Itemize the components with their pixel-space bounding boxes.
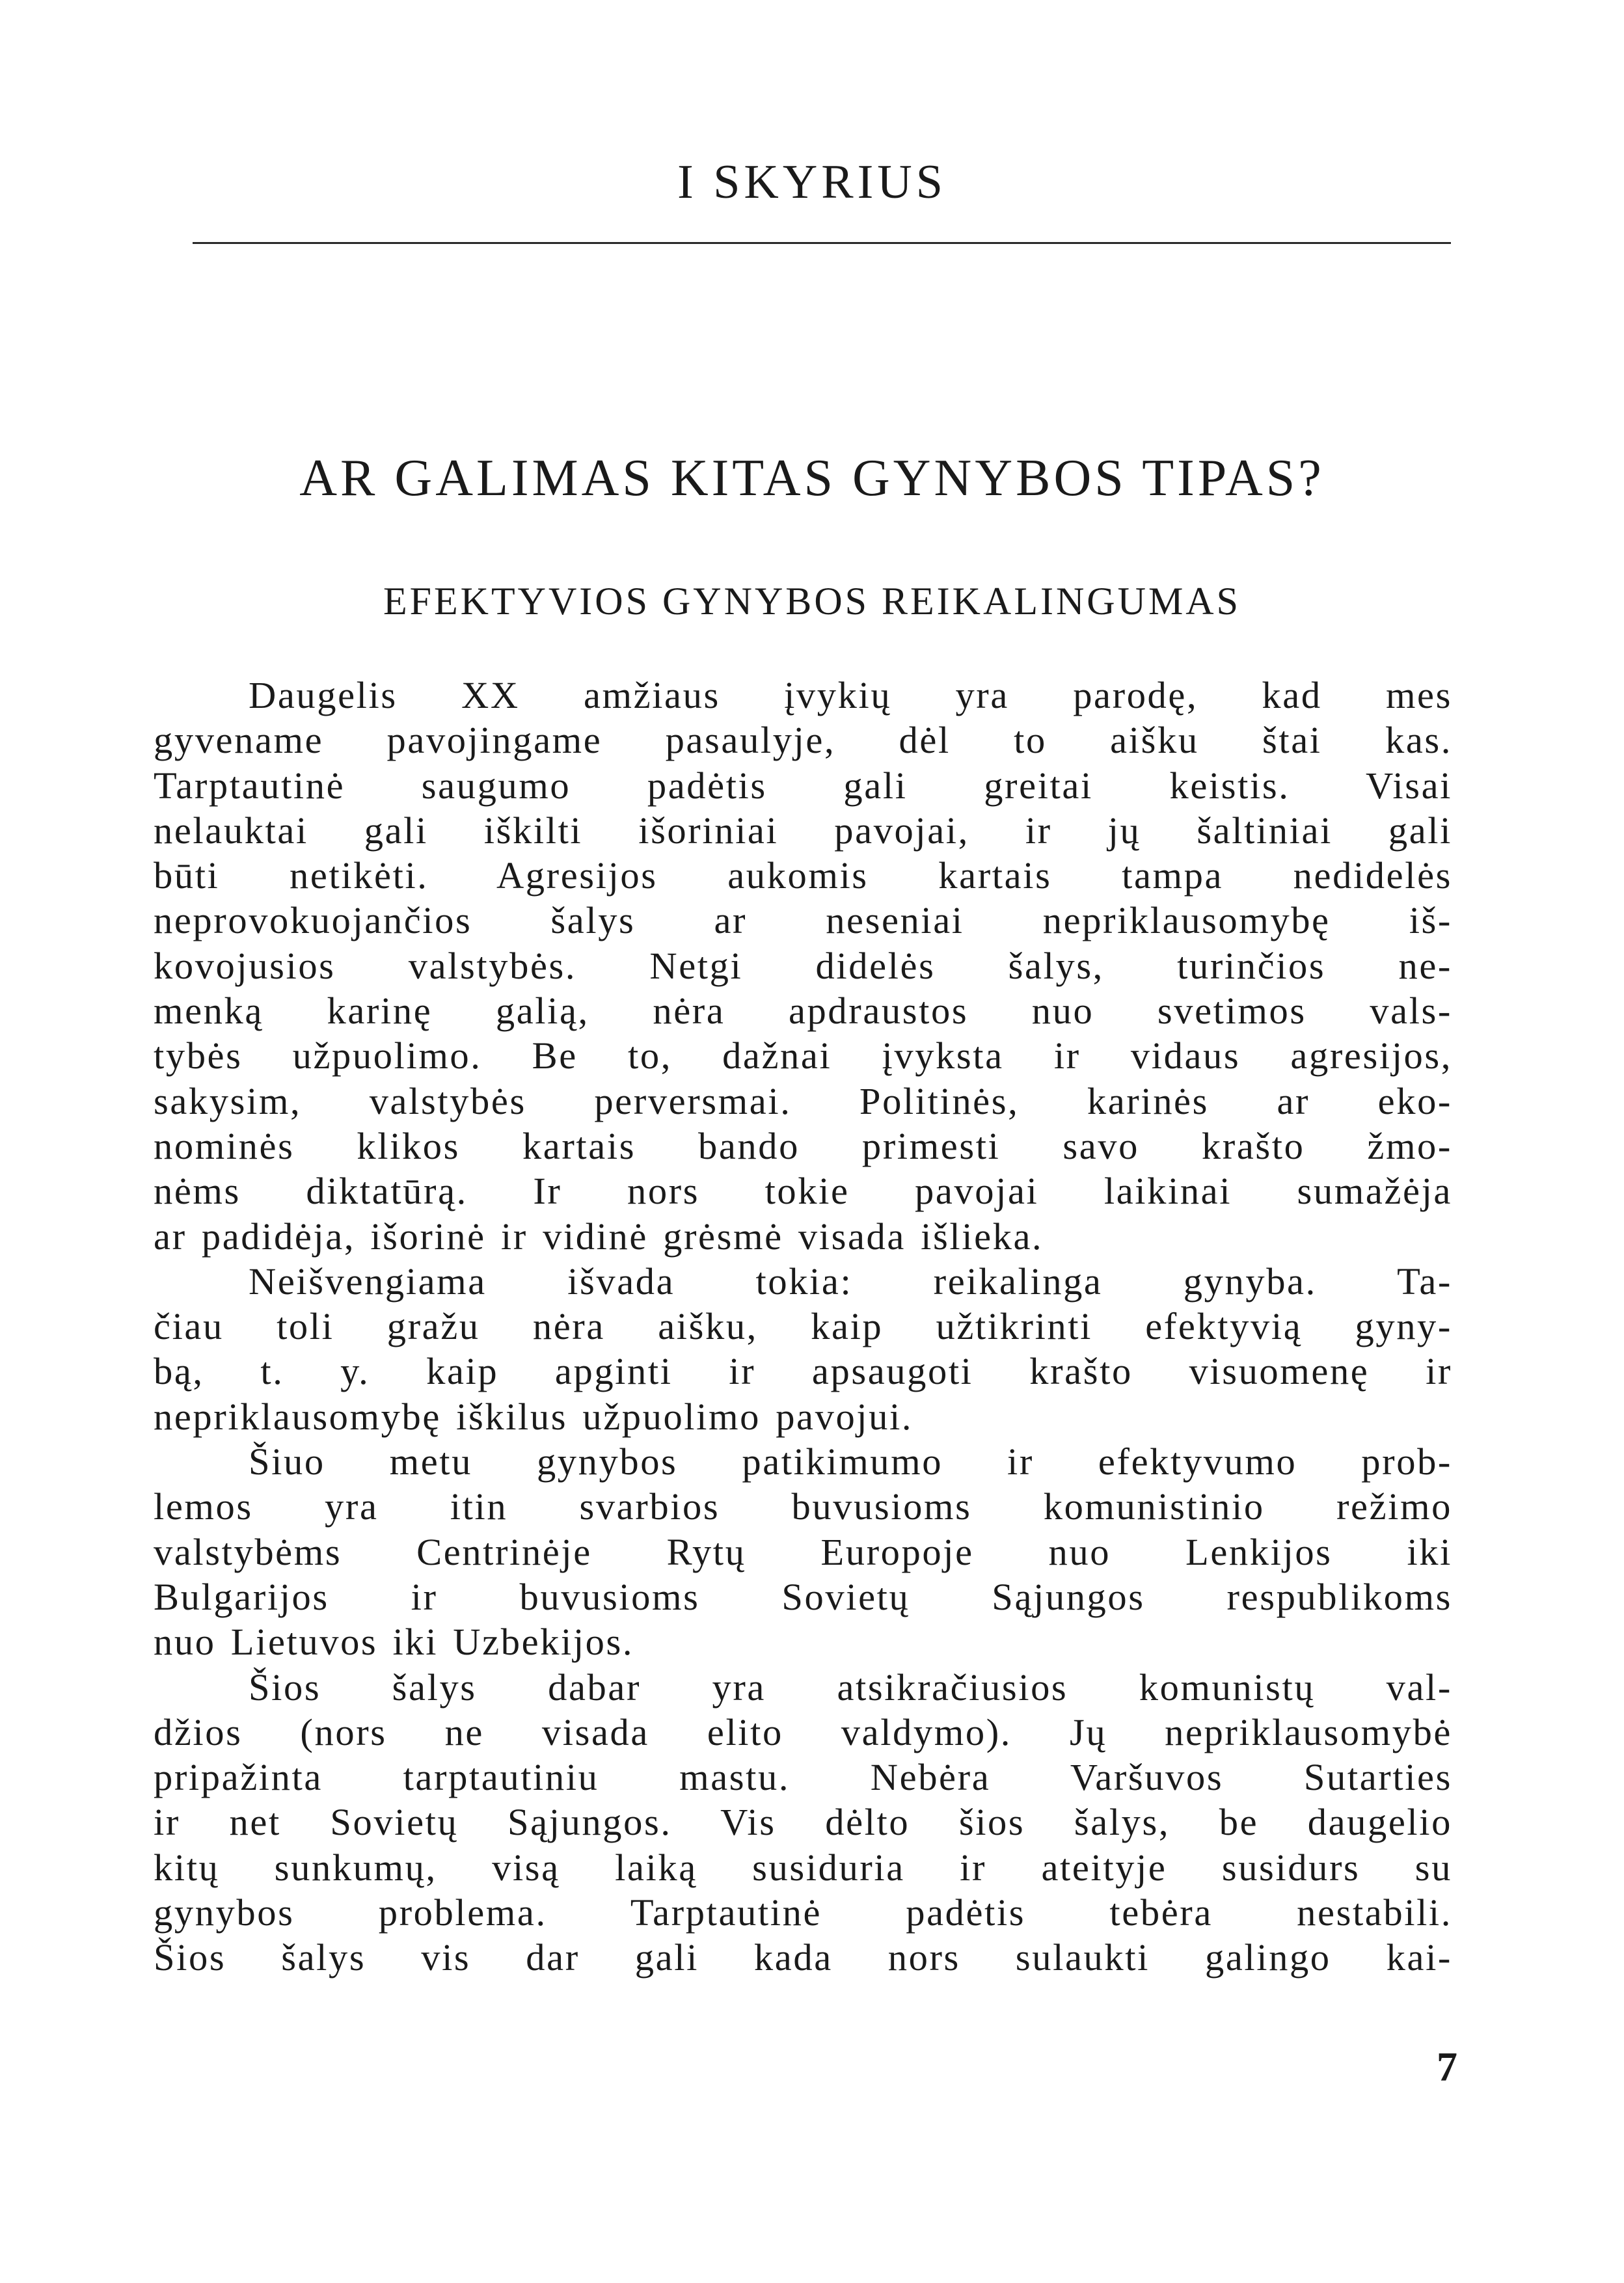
text-line: kovojusios valstybės. Netgi didelės šalys, turinčios ne- (154, 944, 1452, 987)
body-text (154, 673, 1452, 1980)
text-line: valstybėms Centrinėje Rytų Europoje nuo Lenkijos iki (154, 1530, 1452, 1573)
text-line: nuo Lietuvos iki Uzbekijos. (154, 1621, 634, 1664)
text-line: gyvename pavojingame pasaulyje, dėl to aišku štai kas. (154, 719, 1452, 762)
text-line: nominės klikos kartais bando primesti savo krašto žmo- (154, 1124, 1452, 1167)
text-line: Bulgarijos ir buvusioms Sovietų Sąjungos respublikoms (154, 1575, 1452, 1618)
text-line: Šios šalys dabar yra atsikračiusios komunistų val- (249, 1666, 1452, 1709)
chapter-divider (193, 242, 1451, 244)
chapter-title: AR GALIMAS KITAS GYNYBOS TIPAS? (299, 450, 1325, 507)
text-line: Tarptautinė saugumo padėtis gali greitai keistis. Visai (154, 764, 1452, 807)
text-line: menką karinę galią, nėra apdraustos nuo svetimos vals- (154, 990, 1452, 1033)
text-line: Daugelis XX amžiaus įvykių yra parodę, kad mes (249, 674, 1452, 716)
text-line: nėms diktatūrą. Ir nors tokie pavojai laikinai sumažėja (154, 1170, 1452, 1213)
text-line: sakysim, valstybės perversmai. Politinės, karinės ar eko- (154, 1079, 1452, 1122)
section-title: EFEKTYVIOS GYNYBOS REIKALINGUMAS (383, 580, 1241, 623)
text-line: neprovokuojančios šalys ar neseniai nepriklausomybę iš- (154, 899, 1452, 942)
text-line: nepriklausomybę iškilus užpuolimo pavojui. (154, 1395, 914, 1438)
text-line: ir net Sovietų Sąjungos. Vis dėlto šios šalys, be daugelio (154, 1801, 1452, 1844)
text-line: džios (nors ne visada elito valdymo). Jų nepriklausomybė (154, 1710, 1452, 1753)
text-line: lemos yra itin svarbios buvusioms komunistinio režimo (154, 1485, 1452, 1528)
text-line: tybės užpuolimo. Be to, dažnai įvyksta ir vidaus agresijos, (154, 1034, 1452, 1077)
text-line: pripažinta tarptautiniu mastu. Nebėra Varšuvos Sutarties (154, 1756, 1452, 1799)
text-line: būti netikėti. Agresijos aukomis kartais tampa nedidelės (154, 854, 1452, 897)
text-line: bą, t. y. kaip apginti ir apsaugoti krašto visuomenę ir (154, 1350, 1452, 1393)
chapter-label: I SKYRIUS (677, 155, 947, 209)
page-number: 7 (1437, 2044, 1457, 2090)
text-line: kitų sunkumų, visą laiką susiduria ir ateityje susidurs su (154, 1846, 1452, 1889)
text-line: Šios šalys vis dar gali kada nors sulaukti galingo kai- (154, 1936, 1452, 1979)
text-line: Šiuo metu gynybos patikimumo ir efektyvumo prob- (249, 1440, 1452, 1483)
text-line: čiau toli gražu nėra aišku, kaip užtikrinti efektyvią gyny- (154, 1305, 1452, 1348)
text-line: nelauktai gali iškilti išoriniai pavojai, ir jų šaltiniai gali (154, 809, 1452, 852)
text-line: ar padidėja, išorinė ir vidinė grėsmė visada išlieka. (154, 1215, 1044, 1258)
text-line: Neišvengiama išvada tokia: reikalinga gynyba. Ta- (249, 1260, 1452, 1303)
text-line: gynybos problema. Tarptautinė padėtis tebėra nestabili. (154, 1891, 1452, 1934)
